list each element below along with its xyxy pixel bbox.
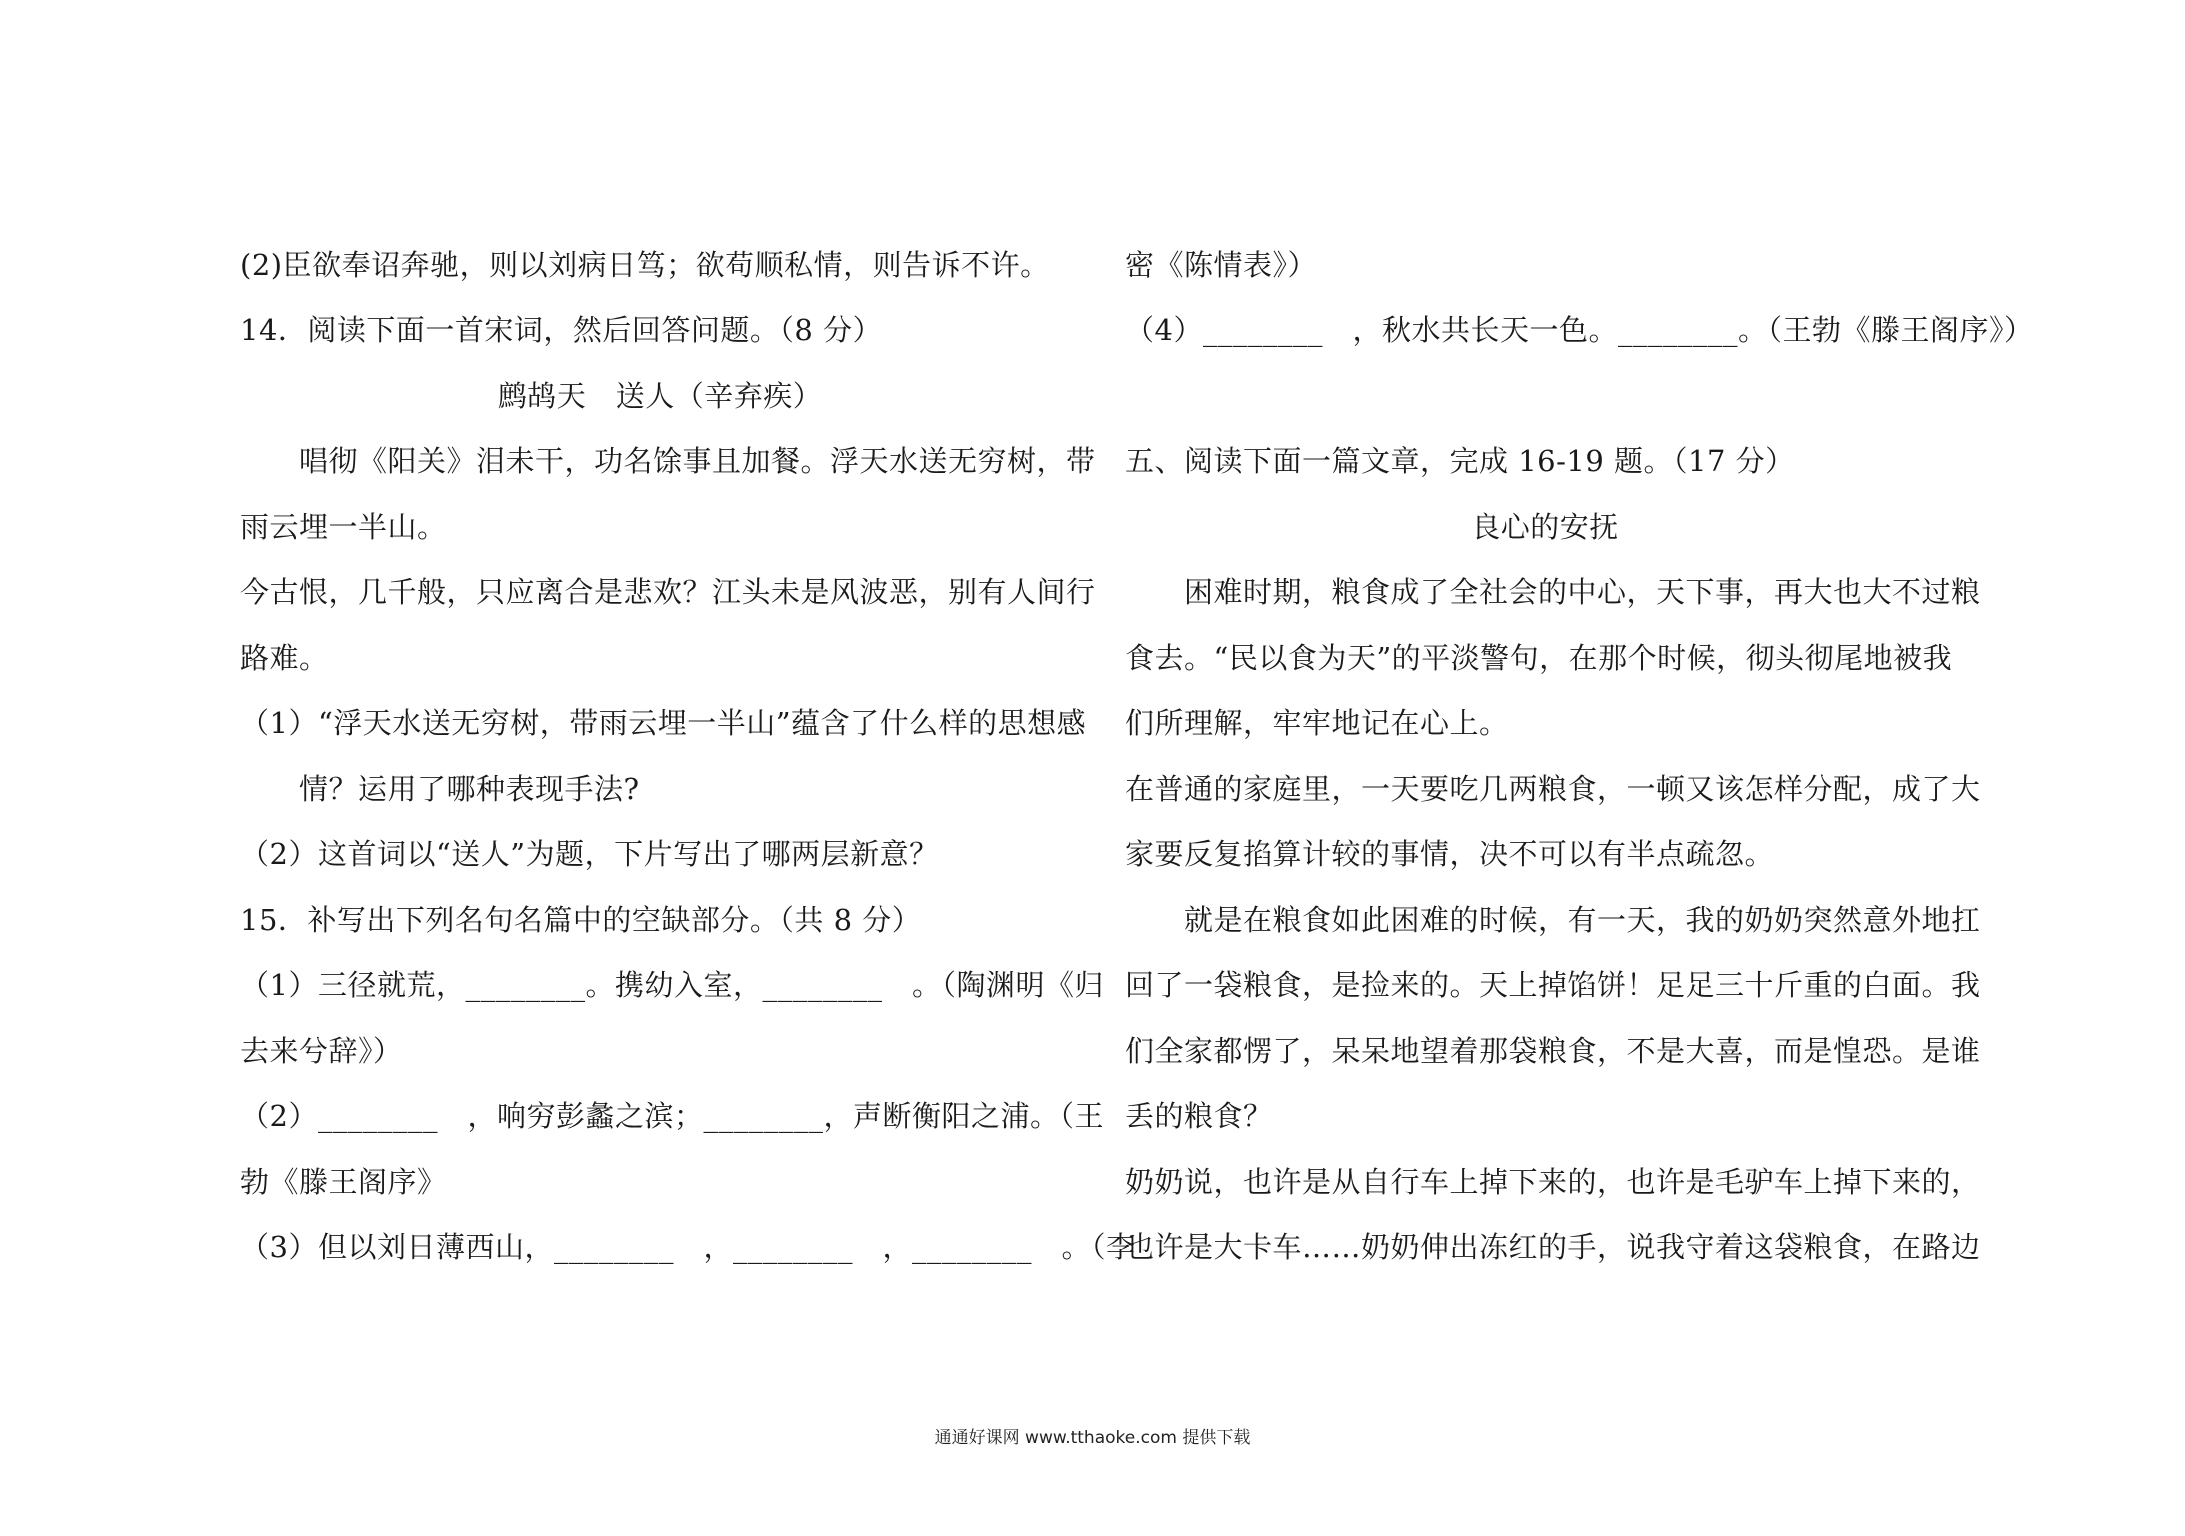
text-line: （2）________ ，响穷彭蠡之滨；________，声断衡阳之浦。（王: [240, 1099, 1104, 1133]
question-14-heading: 14．阅读下面一首宋词，然后回答问题。（8 分）: [240, 313, 883, 347]
text-line: 勃《滕王阁序》: [240, 1165, 447, 1199]
text-line: 食去。“民以食为天”的平淡警句，在那个时候，彻头彻尾地被我: [1125, 641, 1953, 675]
question-15-heading: 15．补写出下列名句名篇中的空缺部分。（共 8 分）: [240, 903, 922, 937]
text-line: （2）这首词以“送人”为题，下片写出了哪两层新意？: [240, 837, 939, 871]
footer-watermark: 通通好课网 www.tthaoke.com 提供下载: [934, 1428, 1251, 1448]
text-line: 去来兮辞》）: [240, 1034, 403, 1068]
text-line: 路难。: [240, 641, 329, 675]
section-five-heading: 五、阅读下面一篇文章，完成 16-19 题。（17 分）: [1125, 444, 1795, 478]
poem-title: 鹧鸪天 送人（辛弃疾）: [497, 379, 823, 413]
text-line: （4）________ ，秋水共长天一色。________。（王勃《滕王阁序》）: [1125, 313, 2034, 347]
text-line: 回了一袋粮食，是捡来的。天上掉馅饼！足足三十斤重的白面。我: [1125, 968, 1981, 1002]
text-line: 家要反复掐算计较的事情，决不可以有半点疏忽。: [1125, 837, 1775, 871]
text-line: 丢的粮食？: [1125, 1099, 1273, 1133]
text-line: 密《陈情表》）: [1125, 248, 1318, 282]
text-line: 就是在粮食如此困难的时候，有一天，我的奶奶突然意外地扛: [1125, 903, 1981, 937]
text-line: （3）但以刘日薄西山，________ ，________ ，________ 。（李: [240, 1230, 1136, 1264]
text-line: 困难时期，粮食成了全社会的中心，天下事，再大也大不过粮: [1125, 575, 1981, 609]
text-line: 情？运用了哪种表现手法?: [240, 772, 640, 806]
text-line: 今古恨，几千般，只应离合是悲欢？江头未是风波恶，别有人间行: [240, 575, 1096, 609]
text-line: 奶奶说，也许是从自行车上掉下来的，也许是毛驴车上掉下来的，: [1125, 1165, 1981, 1199]
text-line: 雨云埋一半山。: [240, 510, 447, 544]
article-title: 良心的安抚: [1471, 510, 1619, 544]
text-line: 们全家都愣了，呆呆地望着那袋粮食，不是大喜，而是惶恐。是谁: [1125, 1034, 1981, 1068]
text-line: （1）“浮天水送无穷树，带雨云埋一半山”蕴含了什么样的思想感: [240, 706, 1087, 740]
text-line: 在普通的家庭里，一天要吃几两粮食，一顿又该怎样分配，成了大: [1125, 772, 1981, 806]
text-line: （1）三径就荒，________。携幼入室，________ 。（陶渊明《归: [240, 968, 1104, 1002]
text-line: 们所理解，牢牢地记在心上。: [1125, 706, 1509, 740]
text-line: 唱彻《阳关》泪未干，功名馀事且加餐。浮天水送无穷树，带: [240, 444, 1096, 478]
text-line: 也许是大卡车……奶奶伸出冻红的手，说我守着这袋粮食，在路边: [1125, 1230, 1981, 1264]
text-line: (2)臣欲奉诏奔驰，则以刘病日笃；欲苟顺私情，则告诉不许。: [240, 248, 1050, 282]
